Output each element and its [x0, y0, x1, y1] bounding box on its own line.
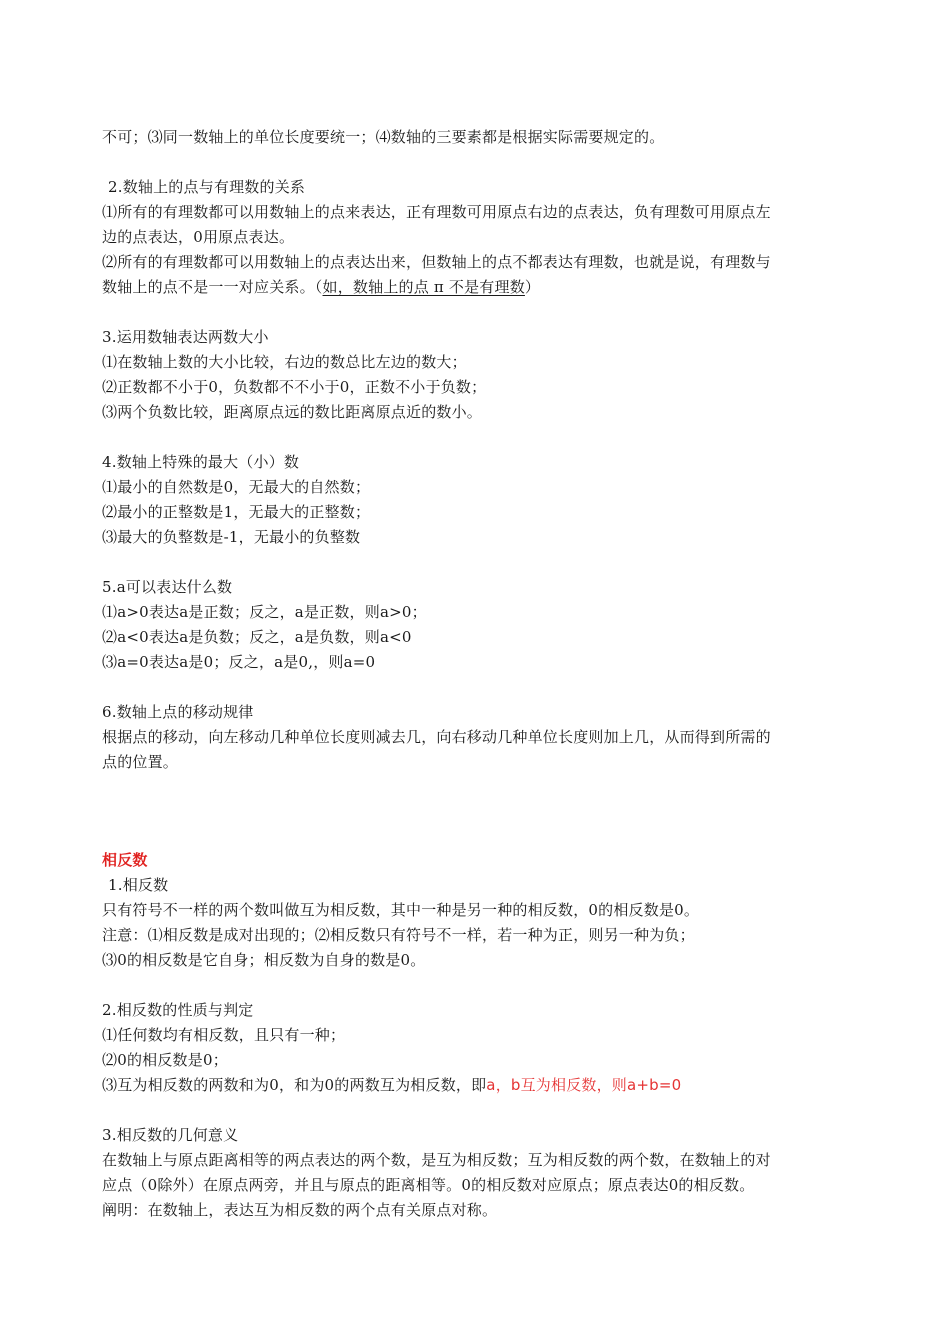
text-line: ⑴在数轴上数的大小比较，右边的数总比左边的数大；: [102, 353, 467, 371]
text-segment: ）: [524, 278, 541, 296]
text-line: ⑵所有的有理数都可以用数轴上的点表达出来，但数轴上的点不都表达有理数，也就是说，有理数与: [102, 253, 771, 271]
section-title: 5.a可以表达什么数: [102, 578, 233, 596]
text-line: ⑶两个负数比较，距离原点远的数比距离原点近的数小。: [102, 403, 483, 421]
text-line: ⑴任何数均有相反数，且只有一种；: [102, 1026, 346, 1044]
text-line: ⑶a=0表达a是0；反之，a是0,，则a=0: [102, 653, 376, 671]
section-title: 2.数轴上的点与有理数的关系: [108, 178, 306, 196]
section-title: 2.相反数的性质与判定: [102, 1001, 254, 1019]
section-title: 6.数轴上点的移动规律: [102, 703, 254, 721]
underlined-example: 如，数轴上的点 π 不是有理数: [322, 278, 525, 296]
section-title: 4.数轴上特殊的最大（小）数: [102, 453, 300, 471]
text-line: 在数轴上与原点距离相等的两点表达的两个数，是互为相反数；互为相反数的两个数，在数轴上的对: [102, 1151, 771, 1169]
text-line: 应点（0除外）在原点两旁，并且与原点的距离相等。0的相反数对应原点；原点表达0的相反数。: [102, 1176, 755, 1194]
highlighted-conclusion: a，b互为相反数，则a+b=0: [486, 1076, 682, 1094]
text-line: ⑵0的相反数是0；: [102, 1051, 228, 1069]
text-line: ⑴a>0表达a是正数；反之，a是正数，则a>0；: [102, 603, 427, 621]
text-line: 不可；⑶同一数轴上的单位长度要统一；⑷数轴的三要素都是根据实际需要规定的。: [102, 128, 665, 146]
text-line: ⑴最小的自然数是0，无最大的自然数；: [102, 478, 371, 496]
text-line: [102, 1075, 681, 1095]
text-line: ⑵a<0表达a是负数；反之，a是负数，则a<0: [102, 628, 412, 646]
section-title: 3.运用数轴表达两数大小: [102, 328, 269, 346]
text-line: 阐明：在数轴上，表达互为相反数的两个点有关原点对称。: [102, 1201, 498, 1219]
text-line: ⑴所有的有理数都可以用数轴上的点来表达，正有理数可用原点右边的点表达，负有理数可用原点左: [102, 203, 771, 221]
text-line: [102, 277, 540, 297]
text-line: ⑵最小的正整数是1，无最大的正整数；: [102, 503, 371, 521]
text-line: 边的点表达，0用原点表达。: [102, 228, 295, 246]
text-segment: ⑶互为相反数的两数和为0，和为0的两数互为相反数，即: [102, 1076, 487, 1094]
text-line: 注意：⑴相反数是成对出现的；⑵相反数只有符号不一样，若一种为正，则另一种为负；: [102, 926, 695, 944]
text-line: 只有符号不一样的两个数叫做互为相反数，其中一种是另一种的相反数，0的相反数是0。: [102, 901, 700, 919]
text-line: ⑶最大的负整数是-1，无最小的负整数: [102, 528, 361, 546]
opposite-numbers-heading: 相反数: [102, 851, 148, 869]
text-line: 根据点的移动，向左移动几种单位长度则减去几，向右移动几种单位长度则加上几，从而得到所需的: [102, 728, 771, 746]
section-title: 3.相反数的几何意义: [102, 1126, 239, 1144]
text-segment: 数轴上的点不是一一对应关系。（: [102, 278, 323, 296]
text-line: 点的位置。: [102, 753, 179, 771]
section-title: 1.相反数: [108, 876, 169, 894]
text-line: ⑶0的相反数是它自身；相反数为自身的数是0。: [102, 951, 426, 969]
text-line: ⑵正数都不小于0，负数都不不小于0，正数不小于负数；: [102, 378, 487, 396]
